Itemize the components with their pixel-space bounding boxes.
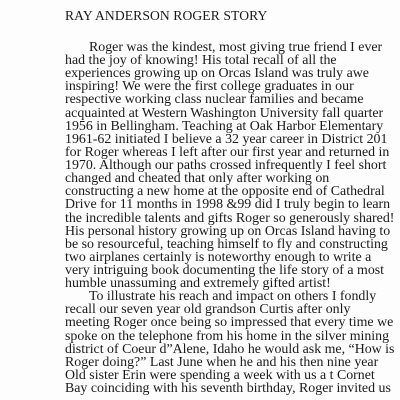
body-line: Bay coinciding with his seventh birthday, Roger invited us [65, 381, 391, 396]
body-line: had the joy of knowing! His total recall of all the [65, 53, 337, 69]
body-line: inspiring! We were the first college graduates in our [65, 79, 354, 95]
body-line: experiences growing up on Orcas Island was truly awe [65, 66, 369, 82]
body-line: To illustrate his reach and impact on others I fondly [89, 289, 377, 305]
body-line: two airplanes certainly is noteworthy enough to write a [65, 249, 372, 265]
body-line: be so resourceful, teaching himself to fly and constructing [65, 236, 388, 252]
body-line: Drive for 11 months in 1998 &99 did I truly begin to learn [65, 197, 391, 213]
body-line: district of Coeur d”Alene, Idaho he would ask me, “How is [65, 341, 395, 357]
body-line: humble unassuming and extremely gifted artist! [65, 276, 331, 292]
body-line: recall our seven year old grandson Curtis after only [65, 302, 351, 318]
body-line: very intriguing book documenting the life story of a most [65, 262, 385, 278]
body-line: spoke on the telephone from his home in the silver mining [65, 328, 390, 344]
body-line: Old sister Erin were spending a week with us a t Cornet [65, 367, 375, 383]
body-line: His personal history growing up on Orcas Island having to [65, 223, 391, 239]
document-title: RAY ANDERSON ROGER STORY [65, 8, 268, 23]
body-line: 1956 in Bellingham. Teaching at Oak Harbor Elementary [65, 118, 384, 134]
body-line: Roger was the kindest, most giving true friend I ever [89, 40, 383, 55]
body-line: 1970. Although our paths crossed infrequently I feel short [65, 158, 387, 174]
body-line: Roger doing?” Last June when he and his then nine year [65, 354, 379, 370]
body-line: 1961-62 initiated I believe a 32 year career in District 201 [65, 131, 388, 147]
body-line: for Roger whereas I left after our first year and returned in [65, 144, 390, 160]
body-line: changed and cheated that only after working on [65, 171, 330, 187]
body-line: acquainted at Western Washington University fall quarter [65, 105, 384, 121]
body-line: constructing a new home at the opposite end of Cathedral [65, 184, 385, 200]
body-line: the incredible talents and gifts Roger so generously shared! [65, 210, 395, 226]
body-line: meeting Roger once being so impressed that every time we [65, 315, 394, 331]
body-line: respective working class nuclear families and became [65, 92, 364, 108]
